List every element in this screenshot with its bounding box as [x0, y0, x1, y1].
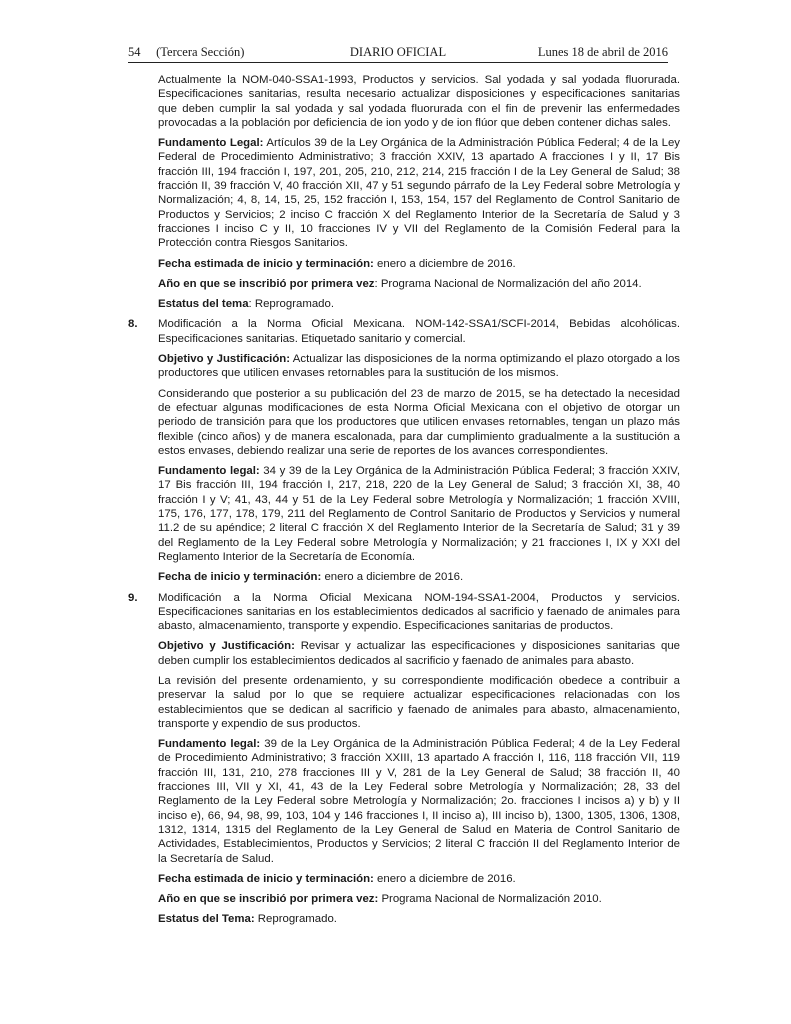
continuation-anio	[158, 277, 680, 291]
anio-label: Año en que se inscribió por primera vez:	[158, 893, 379, 906]
estatus-text: : Reprogramado.	[248, 298, 335, 311]
estatus-label: Estatus del tema	[158, 298, 249, 311]
continuation-estatus	[158, 297, 680, 311]
item-title: Modificación a la Norma Oficial Mexicana NOM-194-SSA1-2004, Productos y servicios. Especificaciones sanitarias en los establecimientos dedicados al sacrificio y faenado de animales para abasto, almacenamiento, transporte y expendio. Especificaciones sanitarias de productos.	[158, 591, 680, 633]
objetivo-text: Actualizar las disposiciones de la norma optimizando el plazo otorgado a los productores que utilicen envases retornables para la sustitución de los mismos.	[158, 353, 680, 380]
anio-label: Año en que se inscribió por primera vez	[158, 277, 375, 290]
fundamento-text: 39 de la Ley Orgánica de la Administración Pública Federal; 4 de la Ley Federal de Procedimiento Administrativo; 3 fracción XXIII, 13 apartado A fracción I, 116, 118 fracción VII, 119 fracción III, 131, 210, 278 fracciones III y V, 281 de la Ley General de Salud; 38 fracción II, 40 fracciones III, VII y XI, 41, 43 de la Ley Federal sobre Metrología y Normalización; 28, 33 del Reglamento de la Ley Federal sobre Metrología y Normalización; 2o. fracciones I incisos a) y b) y II inciso e), 66, 94, 98, 99, 103, 104 y 146 fracciones I, II inciso a), III inciso b), 1300, 1305, 1306, 1308, 1312, 1314, 1315 del Reglamento de la Ley General de Salud en Materia de Control Sanitario de Actividades, Establecimientos, Productos y Servicios; 2 literal C fracción II del Reglamento Interior de la Secretaría de Salud.	[158, 738, 680, 865]
item-estatus	[158, 912, 680, 926]
item-fecha	[158, 570, 680, 584]
estatus-text: Reprogramado.	[254, 913, 337, 926]
anio-text: : Programa Nacional de Normalización del año 2014.	[374, 277, 642, 290]
item-fundamento	[158, 737, 680, 866]
continuation-paragraph: Actualmente la NOM-040-SSA1-1993, Productos y servicios. Sal yodada y sal yodada fluorurada. Especificaciones sanitarias, resulta necesario actualizar disposiciones y especificaciones sanitarias que deben cumplir la sal yodada y sal yodada fluorurada con el fin de prevenir las enfermedades provocadas a la población por deficiencia de ion yodo y de ion flúor que deben contener dichas sales.	[158, 74, 680, 129]
anio-text: Programa Nacional de Normalización 2010.	[378, 893, 602, 906]
fecha-label: Fecha estimada de inicio y terminación:	[158, 872, 374, 885]
fecha-text: enero a diciembre de 2016.	[373, 872, 516, 885]
list-item-9	[128, 591, 681, 927]
item-fecha	[158, 872, 680, 886]
header-page-section: 54 (Tercera Sección)	[128, 45, 245, 59]
estatus-label: Estatus del Tema:	[158, 913, 255, 926]
objetivo-label: Objetivo y Justificación:	[158, 640, 295, 653]
fundamento-text: Artículos 39 de la Ley Orgánica de la Administración Pública Federal; 4 de la Ley Federal de Procedimiento Administrativo; 3 fracción XXIV, 13 apartado A fracciones I y II, 17 Bis fracción III, 194 fracción I, 197, 201, 205, 210, 212, 214, 215 fracción I de la Ley General de Salud; 38 fracción II, 39 fracción V, 40 fracción XII, 47 y 51 segundo párrafo de la Ley Federal sobre Metrología y Normalización; 4, 8, 14, 15, 25, 152 fracción I, 153, 154, 157 del Reglamento de Control Sanitario de Productos y Servicios; 2 inciso C fracción X del Reglamento Interior de la Secretaría de Salud y 3 fracciones I inciso C y II, 10 fracciones IV y VII del Reglamento de la Comisión Federal para la Protección contra Riesgos Sanitarios.	[158, 137, 681, 250]
continuation-fecha	[158, 257, 680, 271]
item-objetivo	[158, 352, 680, 381]
item-fundamento	[158, 464, 680, 564]
objetivo-text: Revisar y actualizar las especificaciones y disposiciones sanitarias que deben cumplir los establecimientos dedicados al sacrificio y faenado de animales para abasto.	[158, 640, 681, 667]
objetivo-label: Objetivo y Justificación:	[158, 353, 291, 366]
item-objetivo	[158, 639, 680, 668]
list-item-8	[128, 317, 680, 584]
fundamento-label: Fundamento Legal:	[158, 137, 264, 150]
item-considerando: Considerando que posterior a su publicación del 23 de marzo de 2015, se ha detectado la necesidad de efectuar algunas modificaciones de esta Norma Oficial Mexicana con el objetivo de otorgar un periodo de transición para que los productores que utilicen envases retornables, tengan un plazo más flexible (cinco años) y de manera escalonada, para dar cumplimiento gradualmente a la sustitución a estos envases, debiendo realizar una serie de reportes de los avances correspondientes.	[158, 387, 680, 457]
fecha-text: enero a diciembre de 2016.	[373, 257, 516, 270]
fecha-text: enero a diciembre de 2016.	[321, 571, 464, 584]
fecha-label: Fecha de inicio y terminación:	[158, 571, 322, 584]
page-header	[128, 45, 668, 63]
item-anio	[158, 892, 680, 906]
item-number: 9.	[128, 591, 138, 604]
document-body	[128, 73, 681, 933]
fundamento-text: 34 y 39 de la Ley Orgánica de la Administración Pública Federal; 3 fracción XXIV, 17 Bis fracción III, 194 fracción I, 217, 218, 220 de la Ley General de Salud; 3 fracción XI, 38, 40 fracción I y V; 41, 43, 44 y 51 de la Ley Federal sobre Metrología y Normalización; 1 fracción XVIII, 175, 176, 177, 178, 179, 211 del Reglamento de Control Sanitario de Productos y Servicios y numeral 11.2 de su apéndice; 2 literal C fracción X del Reglamento Interior de la Secretaría de Salud; 31 y 39 del Reglamento de la Ley Federal sobre Metrología y Normalización; y 21 fracciones I, IX y XXI del Reglamento Interior de la Secretaría de Economía.	[158, 465, 680, 563]
header-divider	[128, 62, 668, 63]
fundamento-label: Fundamento legal:	[158, 465, 260, 478]
item-number: 8.	[128, 318, 138, 331]
item-title: Modificación a la Norma Oficial Mexicana. NOM-142-SSA1/SCFI-2014, Bebidas alcohólicas. Especificaciones sanitarias. Etiquetado sanitario y comercial.	[158, 318, 680, 345]
item-revision: La revisión del presente ordenamiento, y su correspondiente modificación obedece a contribuir a preservar la salud por lo que se requiere actualizar especificaciones relacionadas con los establecimientos que se dedican al sacrificio y faenado de animales para abasto, almacenamiento, transporte y expendio de sus productos.	[158, 674, 680, 730]
header-publication-title: DIARIO OFICIAL	[349, 45, 447, 59]
fecha-label: Fecha estimada de inicio y terminación:	[158, 257, 374, 270]
continuation-fundamento	[158, 136, 680, 250]
fundamento-label: Fundamento legal:	[158, 738, 261, 751]
header-date: Lunes 18 de abril de 2016	[537, 45, 668, 59]
